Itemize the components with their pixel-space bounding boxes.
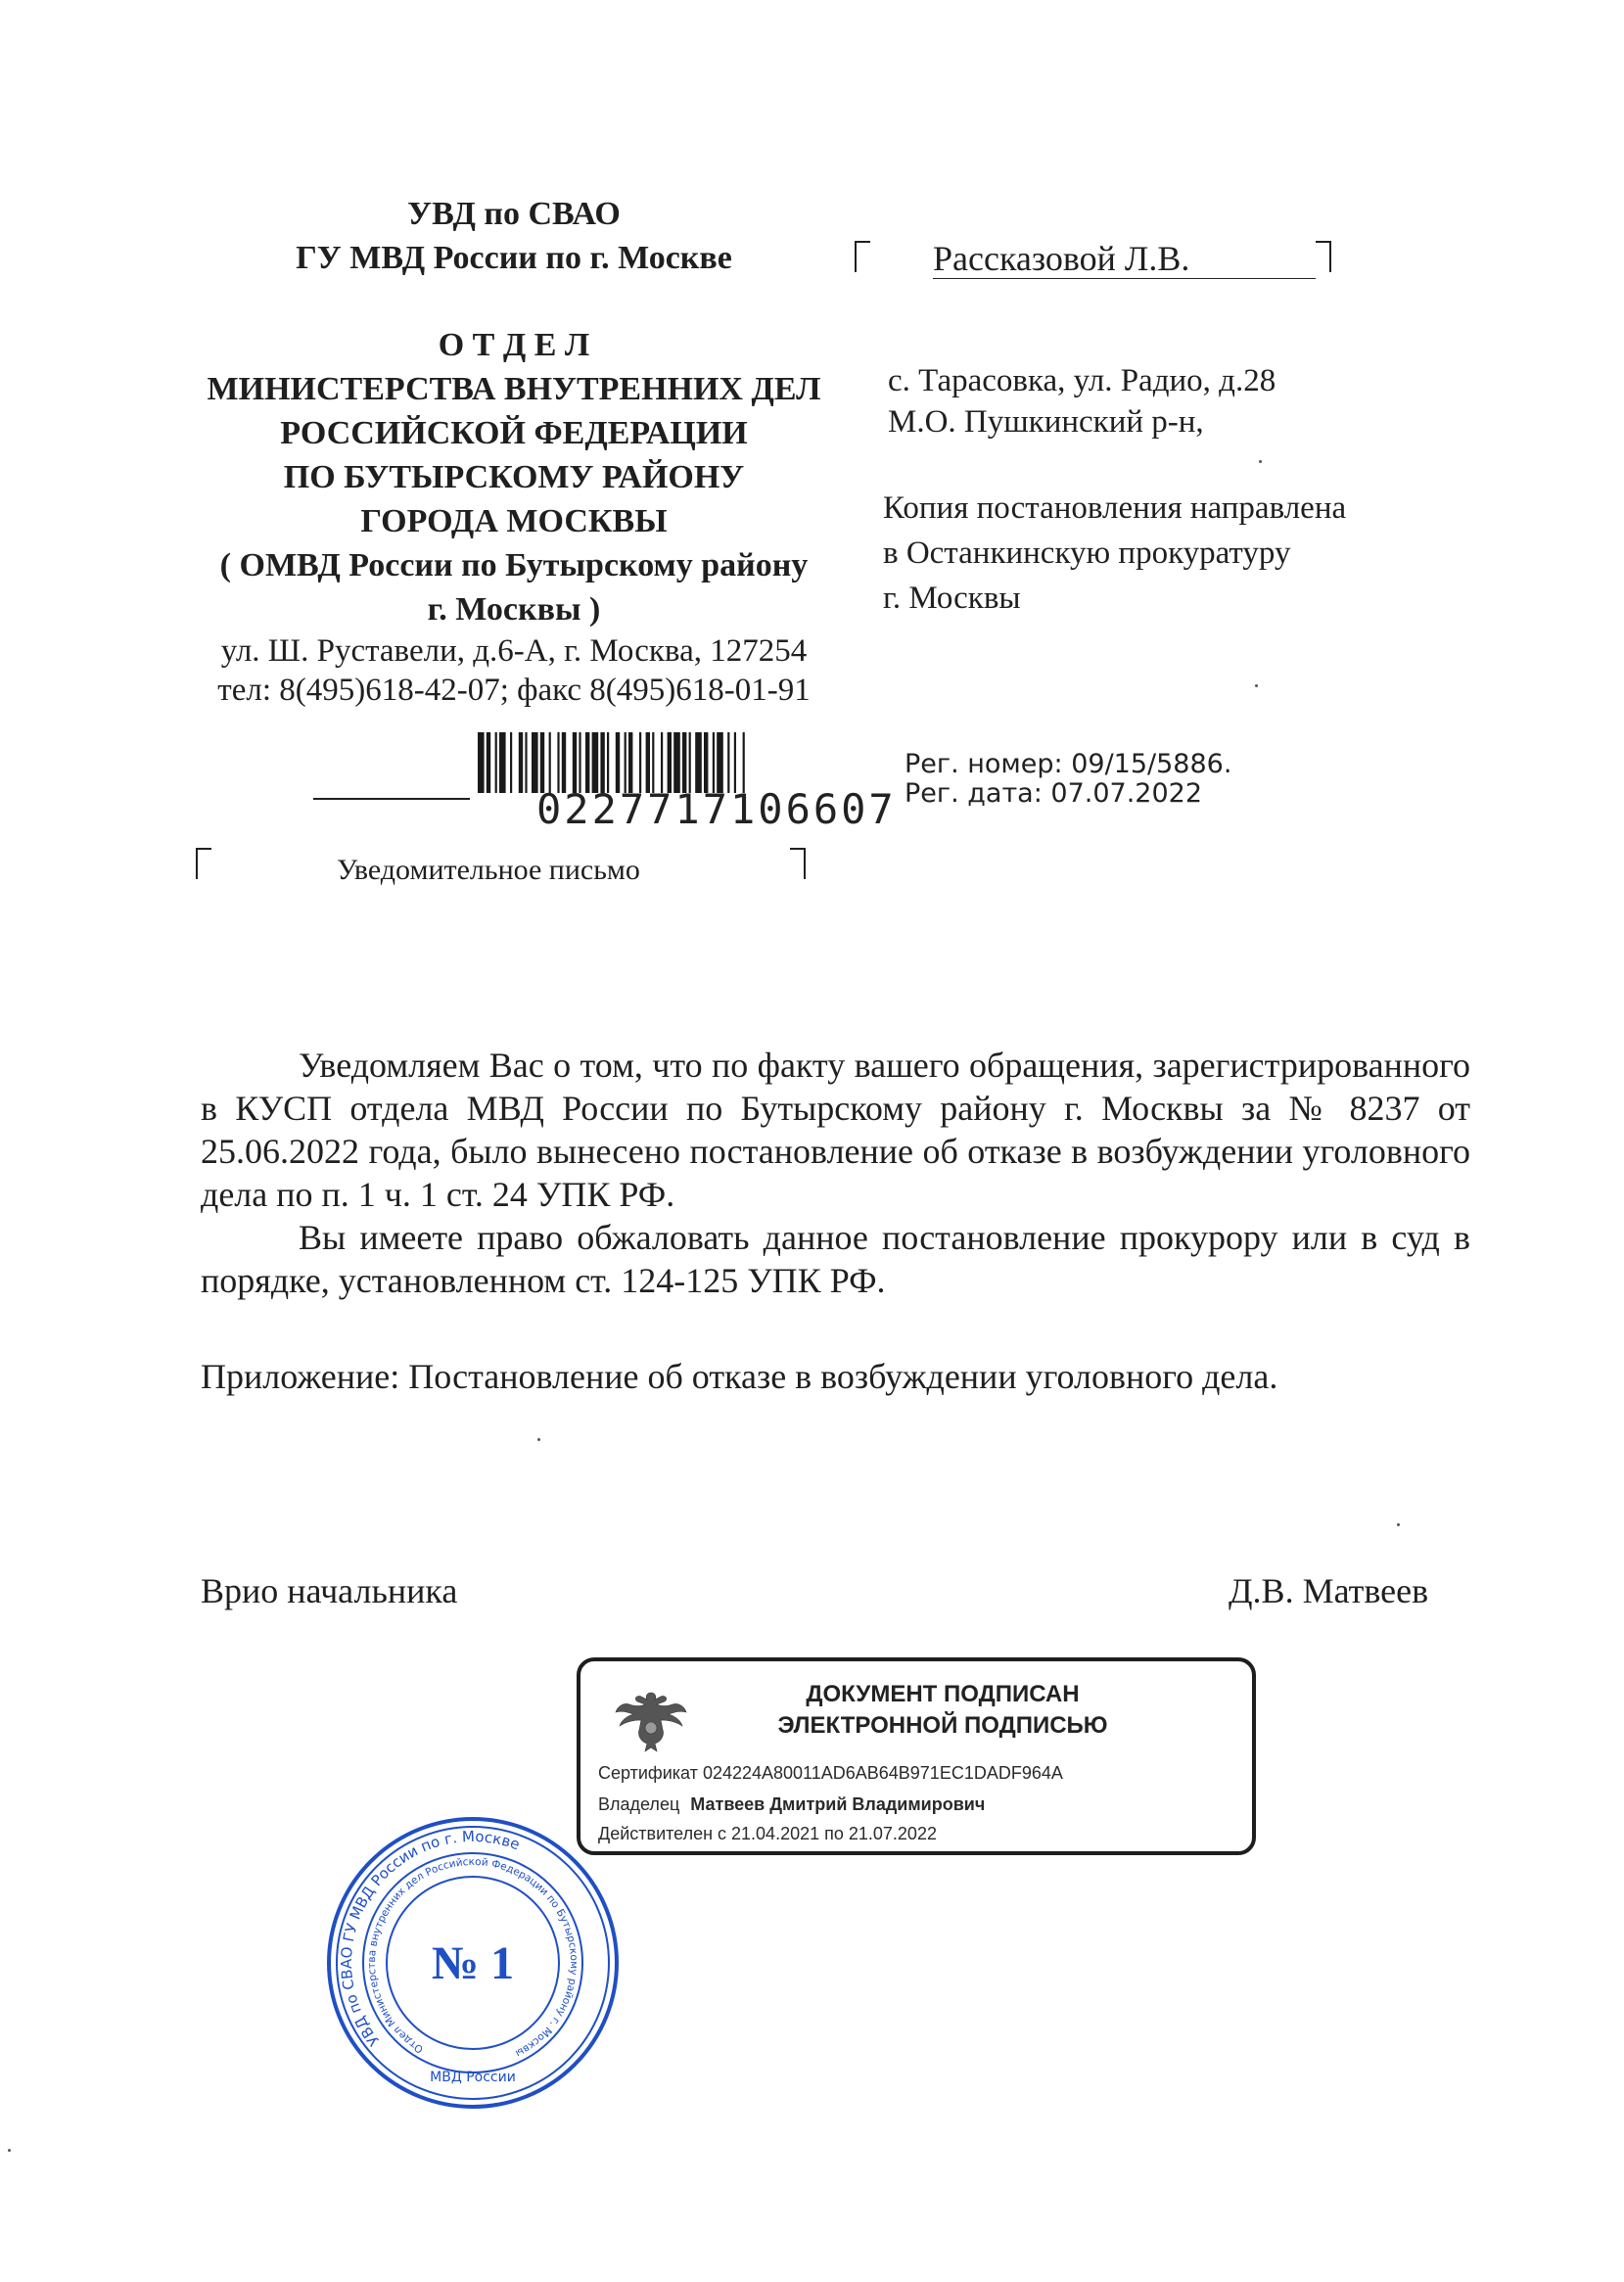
- round-seal: [324, 1814, 622, 2112]
- barcode-bar: [668, 732, 672, 793]
- scan-speck: [1259, 460, 1262, 463]
- seal-number: № 1: [431, 1937, 515, 1989]
- barcode-bar: [717, 732, 723, 793]
- barcode-bar: [499, 732, 506, 793]
- esig-title: [698, 1679, 1187, 1742]
- barcode-bar: [646, 732, 650, 793]
- seal-bottom-text: МВД России: [430, 2070, 516, 2085]
- esig-owner: [598, 1794, 985, 1815]
- copy-note: [883, 486, 1346, 621]
- department-title-line: РОССИЙСКОЙ ФЕДЕРАЦИИ: [280, 415, 748, 451]
- department-short-name: г. Москвы ): [427, 591, 601, 628]
- body-paragraph: Уведомляем Вас о том, что по факту вашего обращения, зарегистрированного в КУСП отдела МВД России по Бутырскому району г. Москвы за № 8237 от 25.06.2022 года, было вынесено постановление об отказе в возбуждении уголовного дела по п. 1 ч. 1 ст. 24 УПК РФ.: [201, 1046, 1470, 1214]
- barcode-bar: [487, 732, 490, 793]
- signatory-position: Врио начальника: [201, 1571, 458, 1610]
- barcode-bar: [689, 732, 691, 793]
- barcode-bar: [607, 732, 609, 793]
- barcode-bar: [557, 732, 559, 793]
- department-title-otdel: О Т Д Е Л: [438, 327, 590, 363]
- copy-note-line: Копия постановления направлена: [883, 490, 1347, 526]
- recipient-address: [888, 360, 1276, 442]
- barcode-bar: [495, 732, 497, 793]
- barcode-bar: [585, 732, 589, 793]
- barcode-bar: [532, 732, 538, 793]
- barcode-bar: [661, 732, 663, 793]
- esig-certificate-value: 024224A80011AD6AB64B971EC1DADF964A: [702, 1763, 1063, 1783]
- recipient-field: [855, 237, 1331, 282]
- underline: [933, 278, 1316, 279]
- copy-note-line: г. Москвы: [883, 581, 1021, 616]
- registration-date: Рег. дата: 07.07.2022: [905, 778, 1203, 809]
- copy-note-line: в Останкинскую прокуратуру: [883, 536, 1291, 571]
- department-address: ул. Ш. Руставели, д.6-А, г. Москва, 127254: [220, 633, 808, 669]
- bracket-corner: [196, 848, 211, 879]
- letter-body: [201, 1044, 1470, 1302]
- barcode-bar: [743, 732, 745, 793]
- department-title-line: МИНИСТЕРСТВА ВНУТРЕННИХ ДЕЛ: [207, 371, 821, 407]
- barcode-bar: [549, 732, 551, 793]
- scan-speck: [8, 2149, 11, 2152]
- barcode-bar: [519, 732, 523, 793]
- esig-certificate-label: Сертификат: [598, 1763, 698, 1783]
- barcode-bar: [727, 732, 729, 793]
- bracket-corner: [855, 241, 870, 272]
- subject-text: Уведомительное письмо: [337, 854, 640, 886]
- barcode-bar: [652, 732, 654, 793]
- attachment-note: Приложение: Постановление об отказе в возбуждении уголовного дела.: [201, 1357, 1278, 1396]
- barcode-bar: [704, 732, 708, 793]
- barcode-bar: [600, 732, 604, 793]
- scan-speck: [1397, 1523, 1400, 1526]
- barcode-bar: [734, 732, 736, 793]
- esig-validity: Действителен с 21.04.2021 по 21.07.2022: [598, 1824, 937, 1843]
- barcode-bar: [695, 732, 702, 793]
- subject-field: [196, 848, 806, 887]
- barcode-bar: [573, 732, 577, 793]
- sender-header: [186, 192, 842, 710]
- department-title-line: ПО БУТЫРСКОМУ РАЙОНУ: [283, 459, 745, 495]
- recipient-address-line: с. Тарасовка, ул. Радио, д.28: [888, 363, 1276, 398]
- body-paragraph: Вы имеете право обжаловать данное постановление прокурору или в суд в порядке, установленном ст. 124-125 УПК РФ.: [201, 1218, 1470, 1300]
- esig-owner-label: Владелец: [598, 1794, 680, 1814]
- electronic-signature-box: [577, 1657, 1256, 1855]
- barcode-bar: [525, 732, 527, 793]
- barcode-bar: [625, 732, 626, 793]
- barcode-bar: [713, 732, 715, 793]
- outgoing-number-line: [313, 798, 470, 800]
- barcode-number: 0227717106607: [536, 785, 897, 833]
- barcode-bar: [540, 732, 544, 793]
- bracket-corner: [1316, 241, 1331, 272]
- barcode-bar: [478, 732, 485, 793]
- department-title-line: ГОРОДА МОСКВЫ: [360, 503, 668, 539]
- scan-speck: [1255, 684, 1258, 687]
- eagle-emblem-icon: [612, 1685, 690, 1757]
- seal-outer-text: УВД по СВАО ГУ МВД России по г. Москве: [337, 1827, 523, 2050]
- esig-certificate: [598, 1763, 1063, 1784]
- seal-inner-text: Отдел Министерства внутренних дел Российской Федерации по Бутырскому району г. Москвы: [365, 1855, 580, 2060]
- recipient-address-line: М.О. Пушкинский р-н,: [888, 404, 1204, 440]
- esig-title-line: ДОКУМЕНТ ПОДПИСАН: [806, 1681, 1080, 1707]
- sender-gu-mvd: ГУ МВД России по г. Москве: [296, 240, 732, 276]
- bracket-corner: [790, 848, 806, 879]
- registration-number: Рег. номер: 09/15/5886.: [905, 749, 1232, 779]
- barcode-bar: [673, 732, 680, 793]
- scan-speck: [537, 1438, 540, 1441]
- signatory-name: Д.В. Матвеев: [1229, 1571, 1429, 1610]
- registration-info: [905, 750, 1231, 809]
- esig-owner-value: Матвеев Дмитрий Владимирович: [690, 1794, 986, 1814]
- barcode-bar: [639, 732, 641, 793]
- barcode-bar: [616, 732, 620, 793]
- department-short-name: ( ОМВД России по Бутырскому району: [219, 547, 809, 583]
- sender-uvd: УВД по СВАО: [407, 196, 621, 232]
- barcode-bar: [579, 732, 580, 793]
- recipient-name: Рассказовой Л.В.: [933, 239, 1190, 278]
- barcode-bar: [628, 732, 632, 793]
- barcode-bar: [510, 732, 512, 793]
- barcode-bar: [592, 732, 599, 793]
- barcode-bar: [682, 732, 686, 793]
- esig-title-line: ЭЛЕКТРОННОЙ ПОДПИСЬЮ: [777, 1712, 1108, 1739]
- barcode-bar: [562, 732, 566, 793]
- barcode-icon: [478, 732, 889, 793]
- department-phone: тел: 8(495)618-42-07; факс 8(495)618-01-91: [217, 673, 811, 708]
